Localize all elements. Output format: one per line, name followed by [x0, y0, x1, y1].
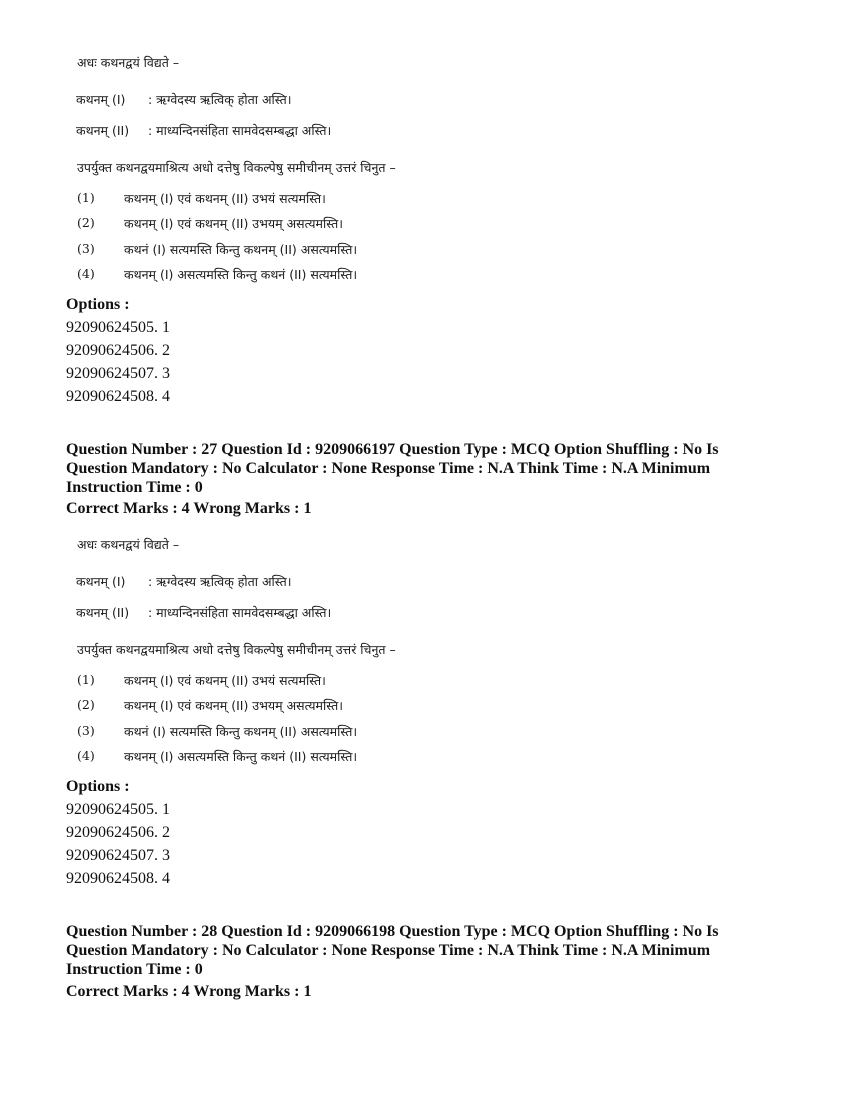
choice-number: (2) [77, 697, 95, 712]
meta-line: Instruction Time : 0 [66, 961, 203, 978]
statement-1-text: : ऋग्वेदस्य ऋत्विक् होता अस्ति। [148, 574, 292, 589]
statement-2-label: कथनम् (II) [76, 605, 130, 620]
choice-text: कथनं (I) सत्यमस्ति किन्तु कथनम् (II) असत्यमस्ति। [124, 242, 358, 257]
question-instruction: उपर्युक्त कथनद्वयमाश्रित्य अधो दत्तेषु विकल्पेषु समीचीनम् उत्तरं चिनुत – [77, 642, 396, 657]
meta-line: Instruction Time : 0 [66, 479, 203, 496]
choice-number: (3) [77, 723, 95, 738]
marks-line: Correct Marks : 4 Wrong Marks : 1 [66, 500, 312, 517]
meta-line: Question Number : 28 Question Id : 9209066198 Question Type : MCQ Option Shuffling : No Is [66, 923, 719, 940]
choice-text: कथनम् (I) असत्यमस्ति किन्तु कथनं (II) सत्यमस्ति। [124, 267, 358, 282]
meta-line: Question Mandatory : No Calculator : None Response Time : N.A Think Time : N.A Minimum [66, 942, 711, 959]
choice-number: (1) [77, 190, 95, 205]
choice-text: कथनम् (I) एवं कथनम् (II) उभयम् असत्यमस्ति। [124, 216, 343, 231]
options-heading: Options : [66, 778, 130, 795]
options-heading: Options : [66, 296, 130, 313]
option-line: 92090624505. 1 [66, 319, 170, 336]
statement-2-text: : माध्यन्दिनसंहिता सामवेदसम्बद्धा अस्ति। [148, 123, 332, 138]
statement-2-label: कथनम् (II) [76, 123, 130, 138]
choice-number: (4) [77, 748, 95, 763]
marks-line: Correct Marks : 4 Wrong Marks : 1 [66, 983, 312, 1000]
statement-2-text: : माध्यन्दिनसंहिता सामवेदसम्बद्धा अस्ति। [148, 605, 332, 620]
meta-line: Question Mandatory : No Calculator : None Response Time : N.A Think Time : N.A Minimum [66, 460, 711, 477]
choice-number: (2) [77, 215, 95, 230]
question-intro: अधः कथनद्वयं विद्यते – [77, 55, 180, 70]
statement-1-text: : ऋग्वेदस्य ऋत्विक् होता अस्ति। [148, 92, 292, 107]
statement-1-label: कथनम् (I) [76, 574, 126, 589]
question-intro: अधः कथनद्वयं विद्यते – [77, 537, 180, 552]
choice-text: कथनम् (I) एवं कथनम् (II) उभयं सत्यमस्ति। [124, 673, 326, 688]
choice-text: कथनम् (I) एवं कथनम् (II) उभयम् असत्यमस्ति। [124, 698, 343, 713]
option-line: 92090624505. 1 [66, 801, 170, 818]
choice-text: कथनम् (I) एवं कथनम् (II) उभयं सत्यमस्ति। [124, 191, 326, 206]
choice-number: (3) [77, 241, 95, 256]
option-line: 92090624507. 3 [66, 847, 170, 864]
question-instruction: उपर्युक्त कथनद्वयमाश्रित्य अधो दत्तेषु विकल्पेषु समीचीनम् उत्तरं चिनुत – [77, 160, 396, 175]
option-line: 92090624508. 4 [66, 870, 170, 887]
option-line: 92090624506. 2 [66, 342, 170, 359]
question-28-meta [66, 922, 766, 979]
option-line: 92090624507. 3 [66, 365, 170, 382]
choice-number: (1) [77, 672, 95, 687]
meta-line: Question Number : 27 Question Id : 9209066197 Question Type : MCQ Option Shuffling : No Is [66, 441, 719, 458]
choice-text: कथनं (I) सत्यमस्ति किन्तु कथनम् (II) असत्यमस्ति। [124, 724, 358, 739]
question-27-meta [66, 440, 766, 497]
statement-1-label: कथनम् (I) [76, 92, 126, 107]
choice-text: कथनम् (I) असत्यमस्ति किन्तु कथनं (II) सत्यमस्ति। [124, 749, 358, 764]
choice-number: (4) [77, 266, 95, 281]
option-line: 92090624506. 2 [66, 824, 170, 841]
option-line: 92090624508. 4 [66, 388, 170, 405]
